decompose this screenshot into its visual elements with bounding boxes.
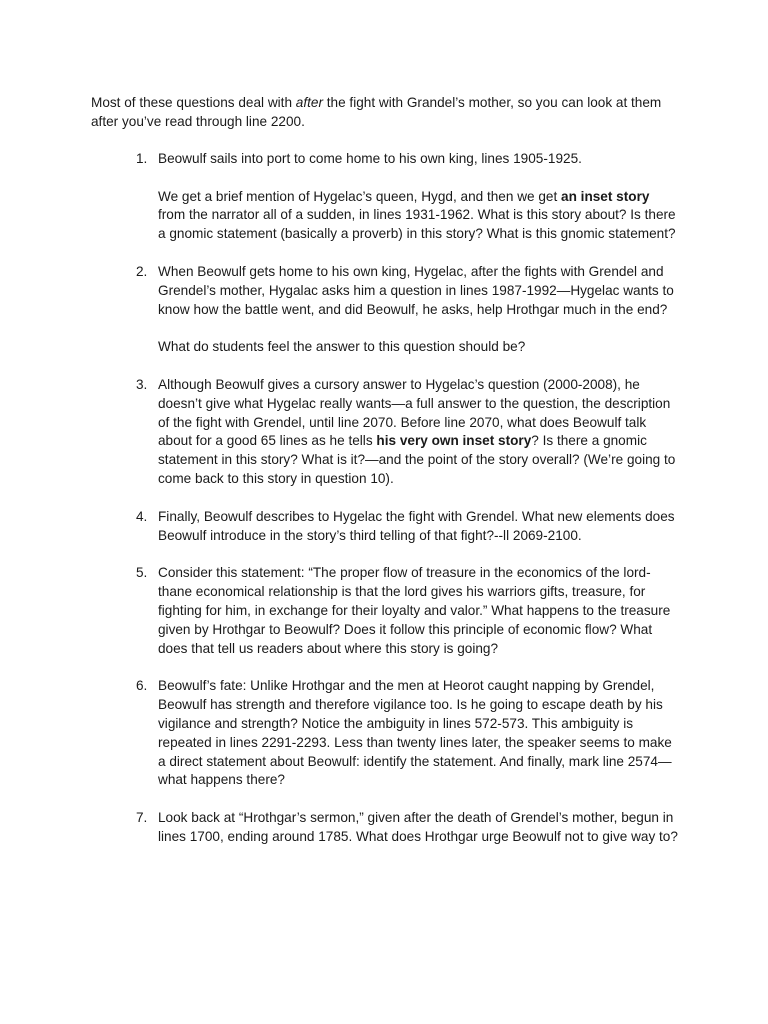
question-text: Look back at “Hrothgar’s sermon,” given after the death of Grendel’s mother, begun in lines 1700, ending around 1785. What does Hrothgar urge Beowulf not to give way to? xyxy=(158,810,678,844)
intro-text-1: Most of these questions deal with xyxy=(91,95,296,110)
question-text-part: Although Beowulf gives a cursory answer to Hygelac’s question (2000-2008), he doesn’t give what Hygelac really wants—a full answer to the question, the description of the fight with Grendel, until line 2070. Before line 2070, what does Beowulf talk about for a good 65 lines as he tells xyxy=(158,376,671,449)
question-3 xyxy=(91,376,688,489)
question-2 xyxy=(91,263,688,357)
question-4 xyxy=(91,508,688,546)
question-text-part: ? Is there a gnomic statement in this story? What is it?—and the point of the story overall? (We’re going to come back to this story in question 10). xyxy=(158,433,676,486)
question-number: 7. xyxy=(136,810,148,826)
question-number: 6. xyxy=(136,678,148,694)
question-text: What do students feel the answer to this question should be? xyxy=(158,339,526,355)
question-number: 4. xyxy=(136,508,148,524)
question-text-part: We get a brief mention of Hygelac’s queen, Hygd, and then we get xyxy=(158,188,562,204)
question-1 xyxy=(91,150,688,244)
bold-phrase: his very own inset story xyxy=(376,433,532,449)
question-number: 3. xyxy=(136,376,148,392)
question-6 xyxy=(91,677,688,790)
question-text: Beowulf sails into port to come home to his own king, lines 1905-1925. xyxy=(158,151,582,166)
question-text xyxy=(158,188,680,244)
question-text-part: from the narrator all of a sudden, in lines 1931-1962. What is this story about? Is there a gnomic statement (basically a proverb) in this story? What is this gnomic statement? xyxy=(158,207,676,242)
question-text xyxy=(158,376,680,489)
question-7 xyxy=(91,809,688,847)
question-text: Consider this statement: “The proper flow of treasure in the economics of the lord-thane economical relationship is that the lord gives his warriors gifts, treasure, for fighting for him, in exchange for their loyalty and valor.” What happens to the treasure given by Hrothgar to Beowulf? Does it follow this principle of economic flow? What does that tell us readers about where this story is going? xyxy=(158,565,671,656)
question-number: 5. xyxy=(136,565,148,581)
question-number: 2. xyxy=(136,263,148,279)
question-number: 1. xyxy=(136,151,148,166)
bold-phrase: an inset story xyxy=(561,188,650,204)
intro-paragraph xyxy=(91,93,666,131)
question-list xyxy=(91,150,688,847)
question-text: When Beowulf gets home to his own king, Hygelac, after the fights with Grendel and Grendel’s mother, Hygalac asks him a question in lines 1987-1992—Hygelac wants to know how the battle went, and did Beowulf, he asks, help Hrothgar much in the end? xyxy=(158,263,674,317)
question-text: Beowulf’s fate: Unlike Hrothgar and the men at Heorot caught napping by Grendel, Beowulf has strength and therefore vigilance too. Is he going to escape death by his vigilance and strength? Notice the ambiguity in lines 572-573. This ambiguity is repeated in lines 2291-2293. Less than twenty lines later, the speaker seems to make a direct statement about Beowulf: identify the statement. And finally, mark line 2574—what happens there? xyxy=(158,678,672,788)
intro-emphasis: after xyxy=(295,95,323,110)
question-text: Finally, Beowulf describes to Hygelac the fight with Grendel. What new elements does Beowulf introduce in the story’s third telling of that fight?--ll 2069-2100. xyxy=(158,508,675,543)
intro-text-2: the fight with Grandel’s mother, so you can look at them after you’ve read through line 2200. xyxy=(91,95,662,129)
question-5 xyxy=(91,564,688,658)
